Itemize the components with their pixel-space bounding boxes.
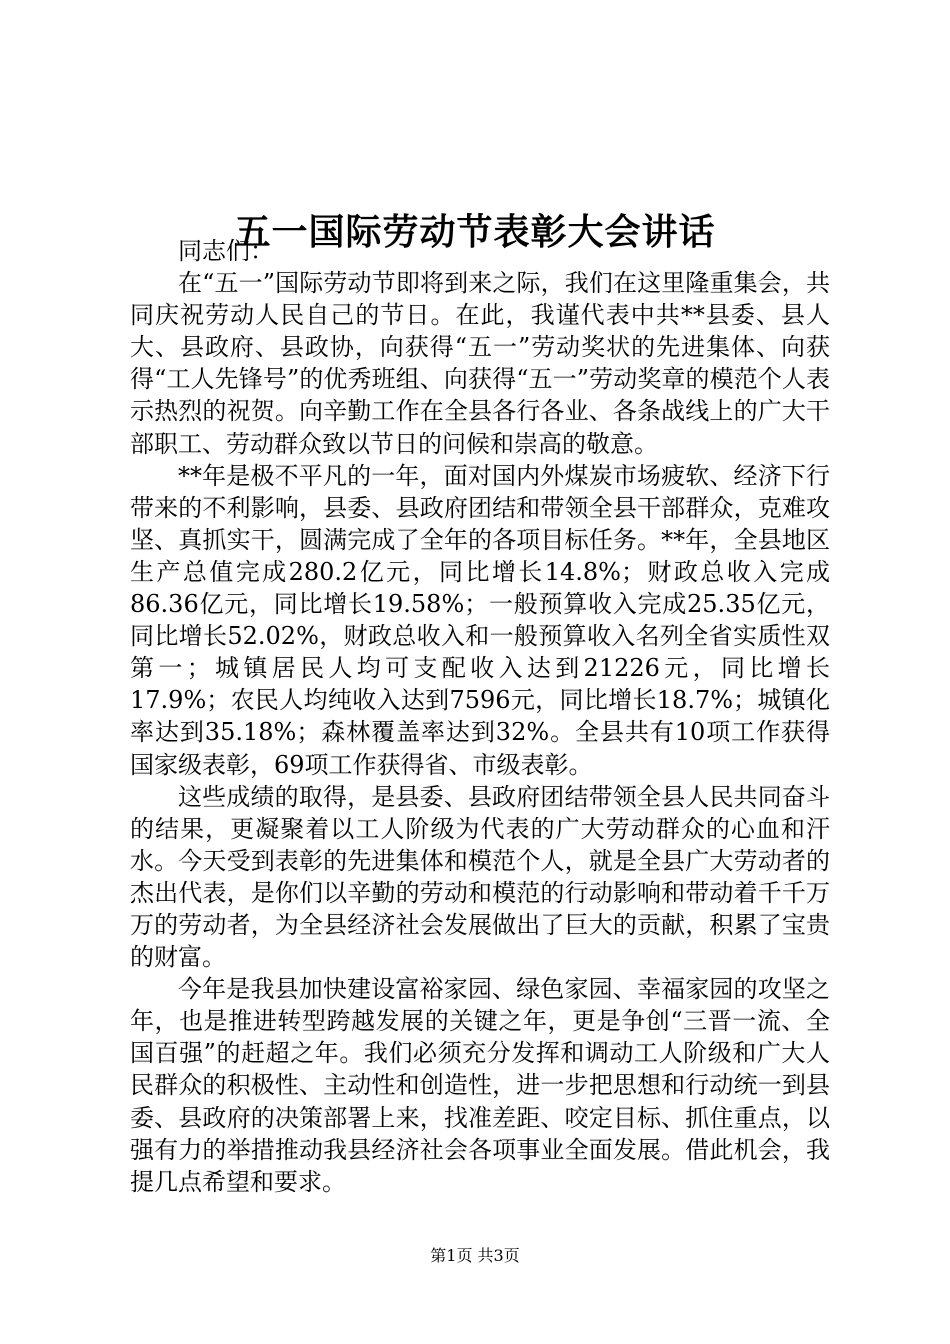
paragraph-recognition: 这些成绩的取得，是县委、县政府团结带领全县人民共同奋斗的结果，更凝聚着以工人阶级为代表的广大劳动群众的心血和汗水。今天受到表彰的先进集体和模范个人，就是全县广大劳动者的杰出代表，是你们以辛勤的劳动和模范的行动影响和带动着千千万万的劳动者，为全县经济社会发展做出了巨大的贡献，积累了宝贵的财富。	[130, 782, 830, 972]
salutation: 同志们：	[178, 237, 274, 265]
page-number-footer: 第1页 共3页	[430, 1246, 520, 1265]
document-body	[130, 235, 830, 1198]
paragraph-greeting: 在“五一”国际劳动节即将到来之际，我们在这里隆重集会，共同庆祝劳动人民自己的节日。在此，我谨代表中共**县委、县人大、县政府、县政协，向获得“五一”劳动奖状的先进集体、向获得“工人先锋号”的优秀班组、向获得“五一”劳动奖章的模范个人表示热烈的祝贺。向辛勤工作在全县各行各业、各条战线上的广大干部职工、劳动群众致以节日的问候和崇高的敬意。	[130, 269, 830, 458]
document-title: 五一国际劳动节表彰大会讲话	[234, 211, 716, 254]
paragraph-this-year: 今年是我县加快建设富裕家园、绿色家园、幸福家园的攻坚之年，也是推进转型跨越发展的关键之年，更是争创“三晋一流、全国百强”的赶超之年。我们必须充分发挥和调动工人阶级和广大人民群众的积极性、主动性和创造性，进一步把思想和行动统一到县委、县政府的决策部署上来，找准差距、咬定目标、抓住重点，以强有力的举措推动我县经济社会各项事业全面发展。借此机会，我提几点希望和要求。	[130, 975, 830, 1196]
paragraph-achievements: **年是极不平凡的一年，面对国内外煤炭市场疲软、经济下行带来的不利影响，县委、县政府团结和带领全县干部群众，克难攻坚、真抓实干，圆满完成了全年的各项目标任务。**年，全县地区生产总值完成280.2亿元，同比增长14.8%；财政总收入完成86.36亿元，同比增长19.58%；一般预算收入完成25.35亿元，同比增长52.02%，财政总收入和一般预算收入名列全省实质性双第一；城镇居民人均可支配收入达到21226元，同比增长17.9%；农民人均纯收入达到7596元，同比增长18.7%；城镇化率达到35.18%；森林覆盖率达到32%。全县共有10项工作获得国家级表彰，69项工作获得省、市级表彰。	[130, 461, 830, 779]
